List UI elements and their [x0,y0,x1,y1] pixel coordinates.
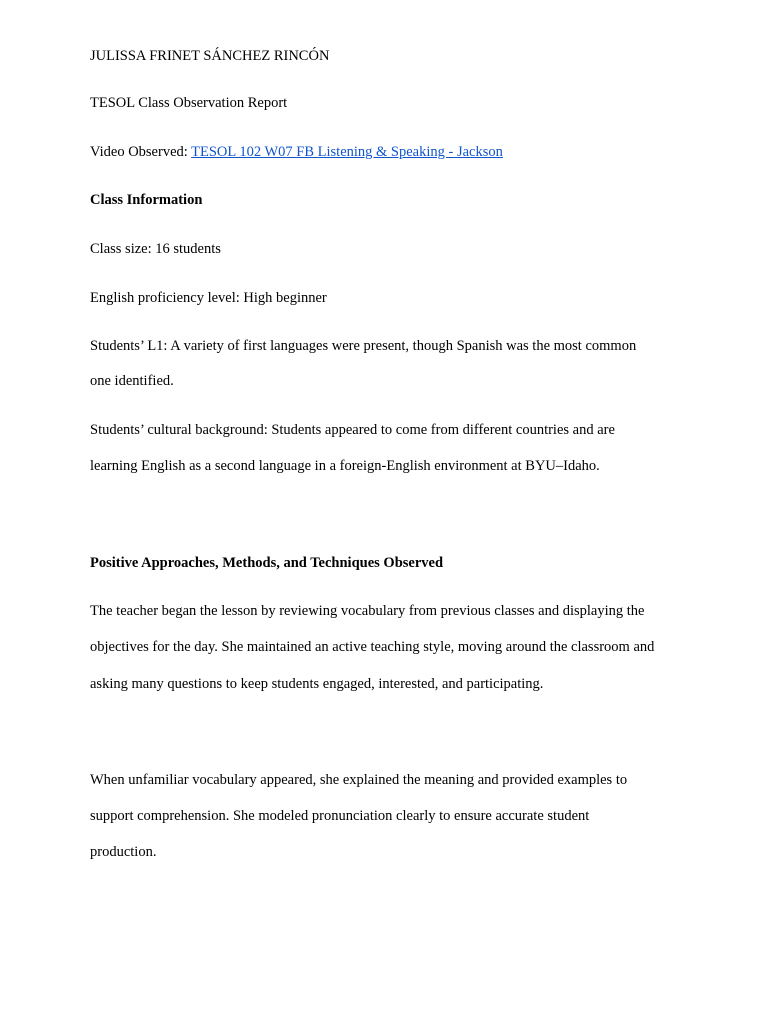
paragraph-1-line-3: asking many questions to keep students engaged, interested, and participating. [90,676,544,692]
paragraph-2-line-2: support comprehension. She modeled pronunciation clearly to ensure accurate student [90,808,590,824]
students-l1-line-2: one identified. [90,373,174,389]
paragraph-1-line-1: The teacher began the lesson by reviewing vocabulary from previous classes and displaying the [90,603,645,619]
cultural-background-line-2: learning English as a second language in a foreign-English environment at BYU–Idaho. [90,458,600,474]
video-link[interactable]: TESOL 102 W07 FB Listening & Speaking - Jackson [191,144,503,160]
positive-approaches-heading: Positive Approaches, Methods, and Techniques Observed [90,555,444,571]
proficiency-level: English proficiency level: High beginner [90,290,327,306]
class-information-heading: Class Information [90,192,203,208]
cultural-background-line-1: Students’ cultural background: Students appeared to come from different countries and are [90,422,615,438]
students-l1-line-1: Students’ L1: A variety of first languages were present, though Spanish was the most common [90,338,637,354]
paragraph-1-line-2: objectives for the day. She maintained an active teaching style, moving around the classroom and [90,639,655,655]
report-title: TESOL Class Observation Report [90,95,288,111]
video-observed-line [90,143,503,161]
author-name: JULISSA FRINET SÁNCHEZ RINCÓN [90,48,330,64]
paragraph-2-line-3: production. [90,844,157,860]
paragraph-2-line-1: When unfamiliar vocabulary appeared, she explained the meaning and provided examples to [90,772,628,788]
video-observed-label: Video Observed: [90,144,192,160]
class-size: Class size: 16 students [90,241,221,257]
